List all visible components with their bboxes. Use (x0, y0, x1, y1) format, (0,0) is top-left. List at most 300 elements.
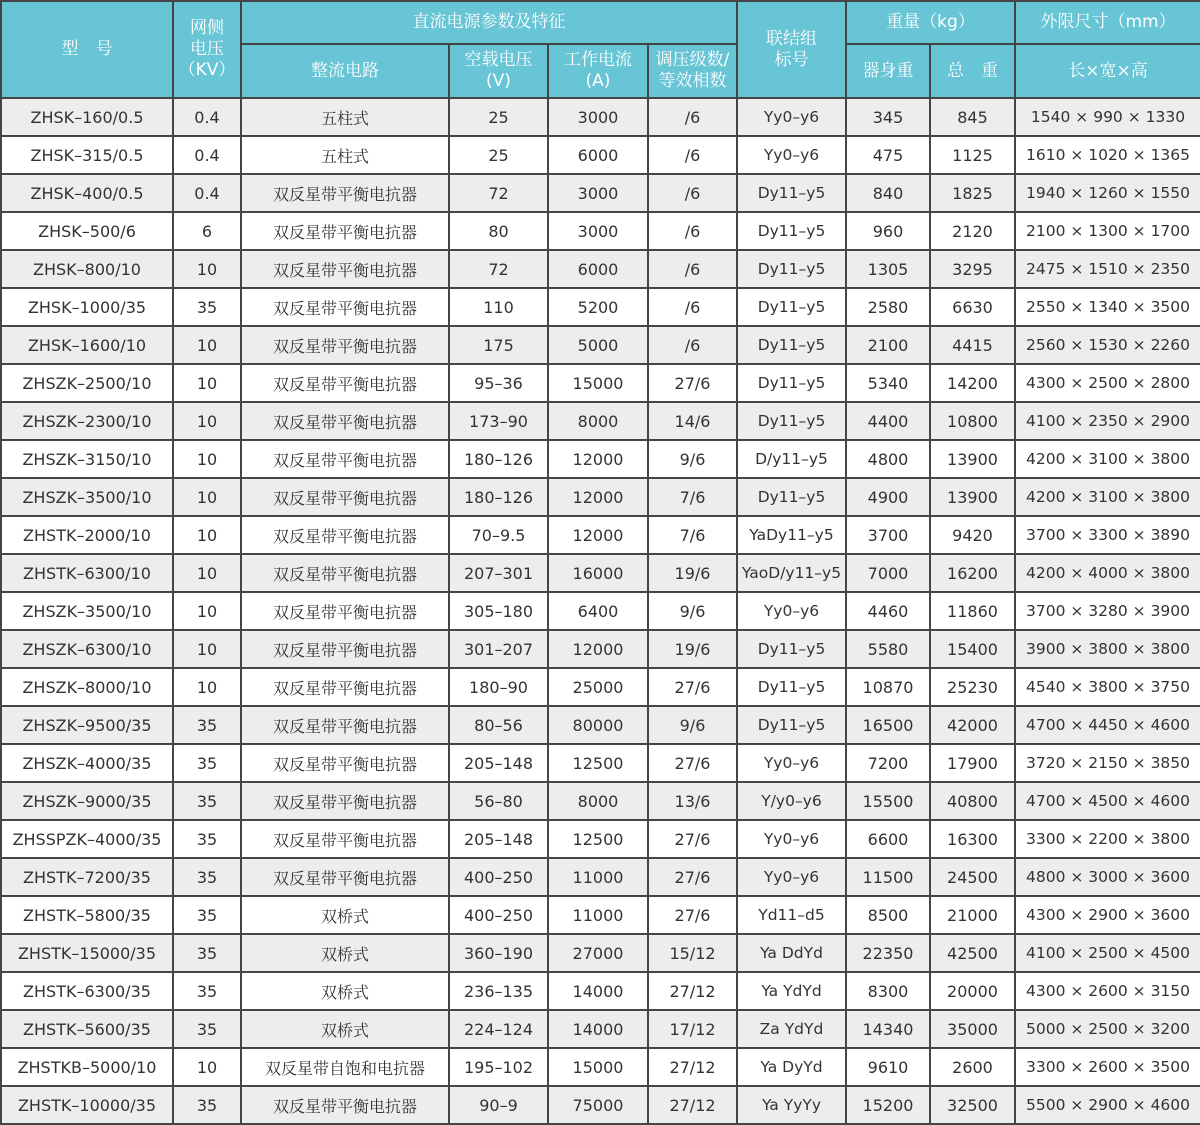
col-header-connection-group (737, 1, 846, 98)
cell-rectifier-circuit: 双反星带平衡电抗器 (241, 592, 449, 630)
cell-regulation-steps: 27/12 (648, 1086, 737, 1124)
cell-connection-group: Dy11–y5 (737, 174, 846, 212)
cell-model: ZHSZK–3150/10 (1, 440, 173, 478)
cell-body-weight: 7200 (846, 744, 930, 782)
cell-body-weight: 16500 (846, 706, 930, 744)
cell-dimensions: 4300 × 2500 × 2800 (1015, 364, 1200, 402)
table-row (1, 136, 1200, 174)
cell-no-load-voltage: 305–180 (449, 592, 548, 630)
cell-grid-voltage: 10 (173, 364, 241, 402)
cell-no-load-voltage: 70–9.5 (449, 516, 548, 554)
cell-dimensions: 5500 × 2900 × 4600 (1015, 1086, 1200, 1124)
cell-working-current: 12000 (548, 478, 648, 516)
cell-grid-voltage: 0.4 (173, 174, 241, 212)
cell-rectifier-circuit: 双桥式 (241, 972, 449, 1010)
col-header-model: 型 号 (1, 1, 173, 98)
cell-regulation-steps: 13/6 (648, 782, 737, 820)
cell-rectifier-circuit: 双反星带平衡电抗器 (241, 364, 449, 402)
cell-dimensions: 4800 × 3000 × 3600 (1015, 858, 1200, 896)
cell-body-weight: 8300 (846, 972, 930, 1010)
cell-grid-voltage: 10 (173, 668, 241, 706)
table-row (1, 402, 1200, 440)
cell-connection-group: Za YdYd (737, 1010, 846, 1048)
cell-model: ZHSK–400/0.5 (1, 174, 173, 212)
cell-working-current: 11000 (548, 896, 648, 934)
cell-no-load-voltage: 205–148 (449, 820, 548, 858)
cell-no-load-voltage: 180–126 (449, 440, 548, 478)
cell-regulation-steps: 27/6 (648, 896, 737, 934)
cell-dimensions: 3720 × 2150 × 3850 (1015, 744, 1200, 782)
cell-dimensions: 4100 × 2350 × 2900 (1015, 402, 1200, 440)
connection-line1: 联结组 (766, 28, 817, 49)
cell-total-weight: 13900 (930, 440, 1015, 478)
cell-total-weight: 13900 (930, 478, 1015, 516)
table-row (1, 896, 1200, 934)
cell-no-load-voltage: 180–126 (449, 478, 548, 516)
cell-no-load-voltage: 400–250 (449, 858, 548, 896)
cell-working-current: 15000 (548, 364, 648, 402)
cell-grid-voltage: 10 (173, 250, 241, 288)
cell-connection-group: Yy0–y6 (737, 820, 846, 858)
cell-dimensions: 4200 × 3100 × 3800 (1015, 440, 1200, 478)
table-row (1, 212, 1200, 250)
col-group-dimensions: 外限尺寸（mm） (1015, 1, 1200, 44)
cell-grid-voltage: 35 (173, 1086, 241, 1124)
cell-total-weight: 1825 (930, 174, 1015, 212)
cell-body-weight: 11500 (846, 858, 930, 896)
cell-dimensions: 3700 × 3300 × 3890 (1015, 516, 1200, 554)
cell-dimensions: 4700 × 4500 × 4600 (1015, 782, 1200, 820)
cell-dimensions: 4300 × 2600 × 3150 (1015, 972, 1200, 1010)
cell-rectifier-circuit: 双反星带平衡电抗器 (241, 1086, 449, 1124)
cell-total-weight: 1125 (930, 136, 1015, 174)
cell-grid-voltage: 10 (173, 554, 241, 592)
cell-model: ZHSTK–15000/35 (1, 934, 173, 972)
cell-regulation-steps: 9/6 (648, 592, 737, 630)
cell-model: ZHSZK–9000/35 (1, 782, 173, 820)
grid-voltage-line3: （KV） (178, 59, 236, 80)
cell-model: ZHSZK–2500/10 (1, 364, 173, 402)
cell-dimensions: 4200 × 3100 × 3800 (1015, 478, 1200, 516)
cell-dimensions: 1610 × 1020 × 1365 (1015, 136, 1200, 174)
cell-regulation-steps: 15/12 (648, 934, 737, 972)
cell-no-load-voltage: 25 (449, 136, 548, 174)
table-row (1, 98, 1200, 136)
cell-model: ZHSSPZK–4000/35 (1, 820, 173, 858)
cell-connection-group: Ya DdYd (737, 934, 846, 972)
col-header-grid-voltage (173, 1, 241, 98)
cell-total-weight: 845 (930, 98, 1015, 136)
cell-total-weight: 2120 (930, 212, 1015, 250)
table-row (1, 250, 1200, 288)
cell-connection-group: Dy11–y5 (737, 706, 846, 744)
table-row (1, 288, 1200, 326)
table-row (1, 630, 1200, 668)
cell-working-current: 12000 (548, 440, 648, 478)
cell-grid-voltage: 10 (173, 478, 241, 516)
cell-no-load-voltage: 72 (449, 250, 548, 288)
cell-grid-voltage: 35 (173, 934, 241, 972)
cell-total-weight: 15400 (930, 630, 1015, 668)
cell-grid-voltage: 35 (173, 782, 241, 820)
cell-model: ZHSZK–3500/10 (1, 478, 173, 516)
cell-model: ZHSTKB–5000/10 (1, 1048, 173, 1086)
table-row (1, 554, 1200, 592)
current-line2: (A) (585, 71, 611, 91)
cell-working-current: 3000 (548, 212, 648, 250)
cell-working-current: 6400 (548, 592, 648, 630)
cell-body-weight: 4900 (846, 478, 930, 516)
cell-model: ZHSK–315/0.5 (1, 136, 173, 174)
cell-no-load-voltage: 224–124 (449, 1010, 548, 1048)
cell-body-weight: 5340 (846, 364, 930, 402)
cell-grid-voltage: 35 (173, 896, 241, 934)
table-row (1, 782, 1200, 820)
cell-working-current: 12500 (548, 744, 648, 782)
cell-working-current: 27000 (548, 934, 648, 972)
cell-no-load-voltage: 80 (449, 212, 548, 250)
cell-body-weight: 960 (846, 212, 930, 250)
cell-connection-group: Dy11–y5 (737, 326, 846, 364)
cell-no-load-voltage: 72 (449, 174, 548, 212)
table-row (1, 592, 1200, 630)
table-row (1, 516, 1200, 554)
cell-grid-voltage: 6 (173, 212, 241, 250)
cell-body-weight: 4460 (846, 592, 930, 630)
cell-regulation-steps: /6 (648, 174, 737, 212)
cell-total-weight: 32500 (930, 1086, 1015, 1124)
cell-total-weight: 14200 (930, 364, 1015, 402)
cell-working-current: 15000 (548, 1048, 648, 1086)
cell-grid-voltage: 35 (173, 744, 241, 782)
cell-model: ZHSTK–10000/35 (1, 1086, 173, 1124)
header-row-top (1, 1, 1200, 44)
cell-total-weight: 24500 (930, 858, 1015, 896)
cell-no-load-voltage: 90–9 (449, 1086, 548, 1124)
cell-working-current: 12500 (548, 820, 648, 858)
cell-rectifier-circuit: 双桥式 (241, 1010, 449, 1048)
cell-total-weight: 17900 (930, 744, 1015, 782)
cell-dimensions: 4700 × 4450 × 4600 (1015, 706, 1200, 744)
cell-dimensions: 3900 × 3800 × 3800 (1015, 630, 1200, 668)
cell-connection-group: Dy11–y5 (737, 630, 846, 668)
cell-dimensions: 5000 × 2500 × 3200 (1015, 1010, 1200, 1048)
cell-rectifier-circuit: 双桥式 (241, 934, 449, 972)
grid-voltage-line1: 网侧 (190, 18, 224, 39)
cell-body-weight: 14340 (846, 1010, 930, 1048)
cell-body-weight: 9610 (846, 1048, 930, 1086)
col-header-rectifier: 整流电路 (241, 44, 449, 98)
cell-regulation-steps: 19/6 (648, 630, 737, 668)
cell-dimensions: 3700 × 3280 × 3900 (1015, 592, 1200, 630)
cell-body-weight: 4800 (846, 440, 930, 478)
cell-dimensions: 4300 × 2900 × 3600 (1015, 896, 1200, 934)
cell-connection-group: Dy11–y5 (737, 250, 846, 288)
cell-working-current: 14000 (548, 972, 648, 1010)
cell-working-current: 12000 (548, 630, 648, 668)
cell-total-weight: 4415 (930, 326, 1015, 364)
no-load-line2: (V) (486, 71, 511, 91)
cell-no-load-voltage: 25 (449, 98, 548, 136)
cell-rectifier-circuit: 双反星带平衡电抗器 (241, 440, 449, 478)
cell-model: ZHSZK–4000/35 (1, 744, 173, 782)
cell-body-weight: 8500 (846, 896, 930, 934)
cell-regulation-steps: 14/6 (648, 402, 737, 440)
table-body (1, 98, 1200, 1124)
cell-rectifier-circuit: 双反星带自饱和电抗器 (241, 1048, 449, 1086)
cell-grid-voltage: 35 (173, 1010, 241, 1048)
cell-body-weight: 5580 (846, 630, 930, 668)
cell-total-weight: 16200 (930, 554, 1015, 592)
cell-regulation-steps: 27/6 (648, 820, 737, 858)
cell-connection-group: Yy0–y6 (737, 98, 846, 136)
cell-working-current: 75000 (548, 1086, 648, 1124)
cell-connection-group: Ya YyYy (737, 1086, 846, 1124)
cell-regulation-steps: /6 (648, 288, 737, 326)
cell-connection-group: Yy0–y6 (737, 136, 846, 174)
cell-regulation-steps: 9/6 (648, 440, 737, 478)
cell-connection-group: Dy11–y5 (737, 402, 846, 440)
col-header-no-load-voltage (449, 44, 548, 98)
no-load-line1: 空载电压 (464, 50, 533, 71)
cell-working-current: 6000 (548, 250, 648, 288)
cell-connection-group: YaDy11–y5 (737, 516, 846, 554)
steps-line2: 等效相数 (658, 71, 727, 91)
cell-regulation-steps: /6 (648, 326, 737, 364)
cell-no-load-voltage: 360–190 (449, 934, 548, 972)
cell-rectifier-circuit: 双反星带平衡电抗器 (241, 744, 449, 782)
cell-working-current: 3000 (548, 98, 648, 136)
cell-body-weight: 840 (846, 174, 930, 212)
cell-rectifier-circuit: 双反星带平衡电抗器 (241, 174, 449, 212)
cell-model: ZHSZK–8000/10 (1, 668, 173, 706)
cell-working-current: 6000 (548, 136, 648, 174)
cell-grid-voltage: 35 (173, 706, 241, 744)
connection-line2: 标号 (774, 49, 809, 70)
cell-dimensions: 2560 × 1530 × 2260 (1015, 326, 1200, 364)
steps-line1: 调压级数/ (655, 50, 730, 71)
cell-working-current: 25000 (548, 668, 648, 706)
cell-connection-group: Ya DyYd (737, 1048, 846, 1086)
cell-dimensions: 1540 × 990 × 1330 (1015, 98, 1200, 136)
cell-connection-group: Ya YdYd (737, 972, 846, 1010)
cell-no-load-voltage: 205–148 (449, 744, 548, 782)
cell-no-load-voltage: 301–207 (449, 630, 548, 668)
cell-model: ZHSK–800/10 (1, 250, 173, 288)
cell-rectifier-circuit: 双反星带平衡电抗器 (241, 820, 449, 858)
cell-total-weight: 42500 (930, 934, 1015, 972)
cell-body-weight: 22350 (846, 934, 930, 972)
cell-model: ZHSTK–5600/35 (1, 1010, 173, 1048)
table-row (1, 1086, 1200, 1124)
cell-body-weight: 7000 (846, 554, 930, 592)
cell-body-weight: 10870 (846, 668, 930, 706)
cell-regulation-steps: 27/6 (648, 364, 737, 402)
cell-total-weight: 35000 (930, 1010, 1015, 1048)
cell-connection-group: Dy11–y5 (737, 668, 846, 706)
cell-no-load-voltage: 56–80 (449, 782, 548, 820)
cell-total-weight: 3295 (930, 250, 1015, 288)
cell-total-weight: 6630 (930, 288, 1015, 326)
table-row (1, 972, 1200, 1010)
table-row (1, 440, 1200, 478)
col-header-regulation-steps (648, 44, 737, 98)
cell-rectifier-circuit: 双反星带平衡电抗器 (241, 516, 449, 554)
cell-grid-voltage: 35 (173, 820, 241, 858)
col-header-body-weight: 器身重 (846, 44, 930, 98)
col-header-working-current (548, 44, 648, 98)
table-row (1, 934, 1200, 972)
cell-dimensions: 4540 × 3800 × 3750 (1015, 668, 1200, 706)
cell-rectifier-circuit: 双反星带平衡电抗器 (241, 706, 449, 744)
cell-grid-voltage: 35 (173, 972, 241, 1010)
cell-working-current: 8000 (548, 782, 648, 820)
cell-total-weight: 10800 (930, 402, 1015, 440)
cell-regulation-steps: 9/6 (648, 706, 737, 744)
cell-dimensions: 2100 × 1300 × 1700 (1015, 212, 1200, 250)
cell-working-current: 14000 (548, 1010, 648, 1048)
cell-model: ZHSTK–5800/35 (1, 896, 173, 934)
cell-model: ZHSK–160/0.5 (1, 98, 173, 136)
cell-connection-group: Yd11–d5 (737, 896, 846, 934)
cell-dimensions: 2550 × 1340 × 3500 (1015, 288, 1200, 326)
cell-total-weight: 25230 (930, 668, 1015, 706)
cell-working-current: 3000 (548, 174, 648, 212)
cell-rectifier-circuit: 双反星带平衡电抗器 (241, 250, 449, 288)
cell-rectifier-circuit: 双反星带平衡电抗器 (241, 326, 449, 364)
cell-rectifier-circuit: 五柱式 (241, 98, 449, 136)
cell-connection-group: Y/y0–y6 (737, 782, 846, 820)
cell-dimensions: 1940 × 1260 × 1550 (1015, 174, 1200, 212)
cell-grid-voltage: 10 (173, 592, 241, 630)
table-header (1, 1, 1200, 98)
cell-model: ZHSTK–6300/10 (1, 554, 173, 592)
cell-body-weight: 15200 (846, 1086, 930, 1124)
cell-rectifier-circuit: 双反星带平衡电抗器 (241, 212, 449, 250)
cell-model: ZHSTK–6300/35 (1, 972, 173, 1010)
cell-rectifier-circuit: 双反星带平衡电抗器 (241, 554, 449, 592)
cell-no-load-voltage: 207–301 (449, 554, 548, 592)
cell-body-weight: 345 (846, 98, 930, 136)
cell-connection-group: Dy11–y5 (737, 364, 846, 402)
cell-body-weight: 2580 (846, 288, 930, 326)
cell-connection-group: Dy11–y5 (737, 288, 846, 326)
cell-regulation-steps: 17/12 (648, 1010, 737, 1048)
table-row (1, 1048, 1200, 1086)
cell-body-weight: 4400 (846, 402, 930, 440)
table-row (1, 820, 1200, 858)
cell-total-weight: 20000 (930, 972, 1015, 1010)
cell-rectifier-circuit: 双反星带平衡电抗器 (241, 668, 449, 706)
cell-total-weight: 11860 (930, 592, 1015, 630)
cell-grid-voltage: 0.4 (173, 98, 241, 136)
cell-working-current: 16000 (548, 554, 648, 592)
cell-no-load-voltage: 180–90 (449, 668, 548, 706)
cell-regulation-steps: /6 (648, 136, 737, 174)
cell-rectifier-circuit: 五柱式 (241, 136, 449, 174)
cell-model: ZHSTK–7200/35 (1, 858, 173, 896)
cell-no-load-voltage: 110 (449, 288, 548, 326)
table-row (1, 1010, 1200, 1048)
cell-rectifier-circuit: 双反星带平衡电抗器 (241, 858, 449, 896)
cell-connection-group: Dy11–y5 (737, 478, 846, 516)
cell-dimensions: 3300 × 2200 × 3800 (1015, 820, 1200, 858)
cell-connection-group: Yy0–y6 (737, 858, 846, 896)
cell-model: ZHSK–500/6 (1, 212, 173, 250)
table-row (1, 174, 1200, 212)
table-row (1, 478, 1200, 516)
cell-working-current: 5200 (548, 288, 648, 326)
table-row (1, 364, 1200, 402)
cell-grid-voltage: 10 (173, 630, 241, 668)
col-group-dc-params: 直流电源参数及特征 (241, 1, 737, 44)
cell-working-current: 80000 (548, 706, 648, 744)
cell-model: ZHSZK–6300/10 (1, 630, 173, 668)
cell-body-weight: 3700 (846, 516, 930, 554)
cell-grid-voltage: 10 (173, 516, 241, 554)
cell-total-weight: 40800 (930, 782, 1015, 820)
cell-connection-group: Yy0–y6 (737, 592, 846, 630)
cell-regulation-steps: /6 (648, 98, 737, 136)
cell-total-weight: 42000 (930, 706, 1015, 744)
cell-body-weight: 6600 (846, 820, 930, 858)
cell-regulation-steps: 7/6 (648, 516, 737, 554)
cell-dimensions: 4100 × 2500 × 4500 (1015, 934, 1200, 972)
cell-total-weight: 2600 (930, 1048, 1015, 1086)
cell-regulation-steps: 27/6 (648, 668, 737, 706)
cell-no-load-voltage: 175 (449, 326, 548, 364)
cell-model: ZHSZK–2300/10 (1, 402, 173, 440)
cell-working-current: 8000 (548, 402, 648, 440)
cell-connection-group: Yy0–y6 (737, 744, 846, 782)
cell-regulation-steps: 27/12 (648, 972, 737, 1010)
cell-regulation-steps: 19/6 (648, 554, 737, 592)
cell-total-weight: 9420 (930, 516, 1015, 554)
cell-rectifier-circuit: 双反星带平衡电抗器 (241, 478, 449, 516)
cell-total-weight: 16300 (930, 820, 1015, 858)
table-row (1, 668, 1200, 706)
table-row (1, 858, 1200, 896)
cell-regulation-steps: 27/6 (648, 744, 737, 782)
cell-model: ZHSTK–2000/10 (1, 516, 173, 554)
cell-grid-voltage: 10 (173, 402, 241, 440)
cell-grid-voltage: 35 (173, 858, 241, 896)
cell-dimensions: 2475 × 1510 × 2350 (1015, 250, 1200, 288)
cell-rectifier-circuit: 双反星带平衡电抗器 (241, 630, 449, 668)
cell-no-load-voltage: 195–102 (449, 1048, 548, 1086)
cell-grid-voltage: 0.4 (173, 136, 241, 174)
cell-working-current: 11000 (548, 858, 648, 896)
col-header-dimensions-lwh: 长×宽×高 (1015, 44, 1200, 98)
cell-connection-group: YaoD/y11–y5 (737, 554, 846, 592)
table-row (1, 706, 1200, 744)
cell-total-weight: 21000 (930, 896, 1015, 934)
cell-dimensions: 3300 × 2600 × 3500 (1015, 1048, 1200, 1086)
cell-regulation-steps: 27/6 (648, 858, 737, 896)
cell-no-load-voltage: 400–250 (449, 896, 548, 934)
cell-model: ZHSK–1600/10 (1, 326, 173, 364)
cell-grid-voltage: 35 (173, 288, 241, 326)
cell-model: ZHSZK–9500/35 (1, 706, 173, 744)
cell-regulation-steps: 7/6 (648, 478, 737, 516)
cell-no-load-voltage: 236–135 (449, 972, 548, 1010)
cell-rectifier-circuit: 双桥式 (241, 896, 449, 934)
cell-model: ZHSZK–3500/10 (1, 592, 173, 630)
cell-model: ZHSK–1000/35 (1, 288, 173, 326)
cell-no-load-voltage: 173–90 (449, 402, 548, 440)
table-row (1, 326, 1200, 364)
cell-body-weight: 2100 (846, 326, 930, 364)
